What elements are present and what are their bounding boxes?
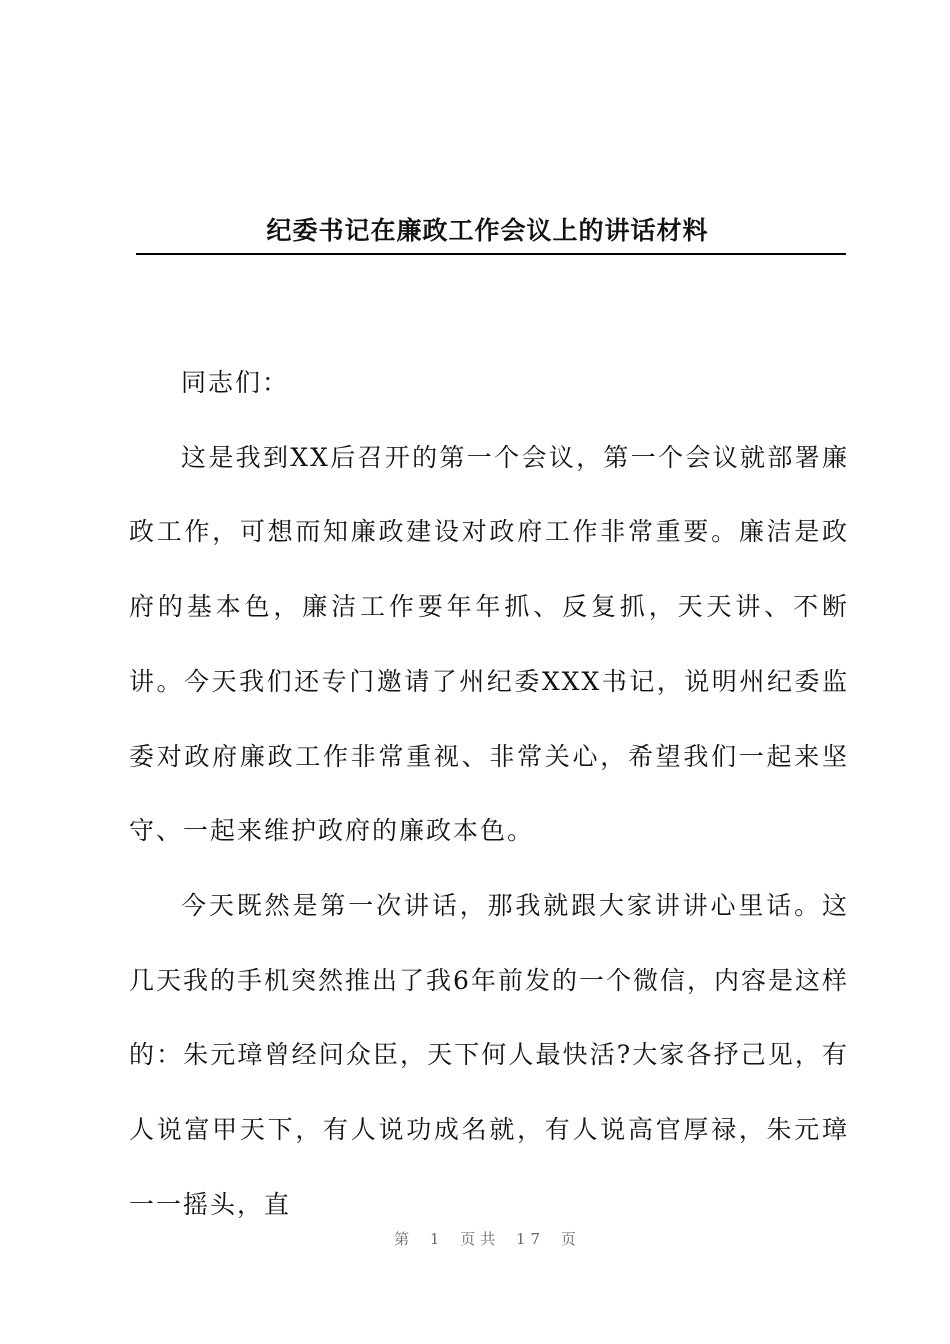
- page-number-footer: 第 1 页共 17 页: [394, 1230, 581, 1248]
- body-paragraph-2: 今天既然是第一次讲话，那我就跟大家讲讲心里话。这几天我的手机突然推出了我6年前发的一个微信，内容是这样的：朱元璋曾经问众臣，天下何人最快活?大家各抒己见，有人说富甲天下，有人说功成名就，有人说高官厚禄，朱元璋一一摇头，直: [129, 890, 849, 1219]
- document-body: [129, 346, 849, 1242]
- title-divider: [136, 253, 846, 255]
- document-title: 纪委书记在廉政工作会议上的讲话材料: [266, 215, 709, 245]
- salutation-paragraph: 同志们：: [181, 368, 290, 397]
- body-paragraph-1: 这是我到XX后召开的第一个会议，第一个会议就部署廉政工作，可想而知廉政建设对政府工作非常重要。廉洁是政府的基本色，廉洁工作要年年抓、反复抓，天天讲、不断讲。今天我们还专门邀请了州纪委XXX书记，说明州纪委监委对政府廉政工作非常重视、非常关心，希望我们一起来坚守、一起来维护政府的廉政本色。: [129, 442, 849, 846]
